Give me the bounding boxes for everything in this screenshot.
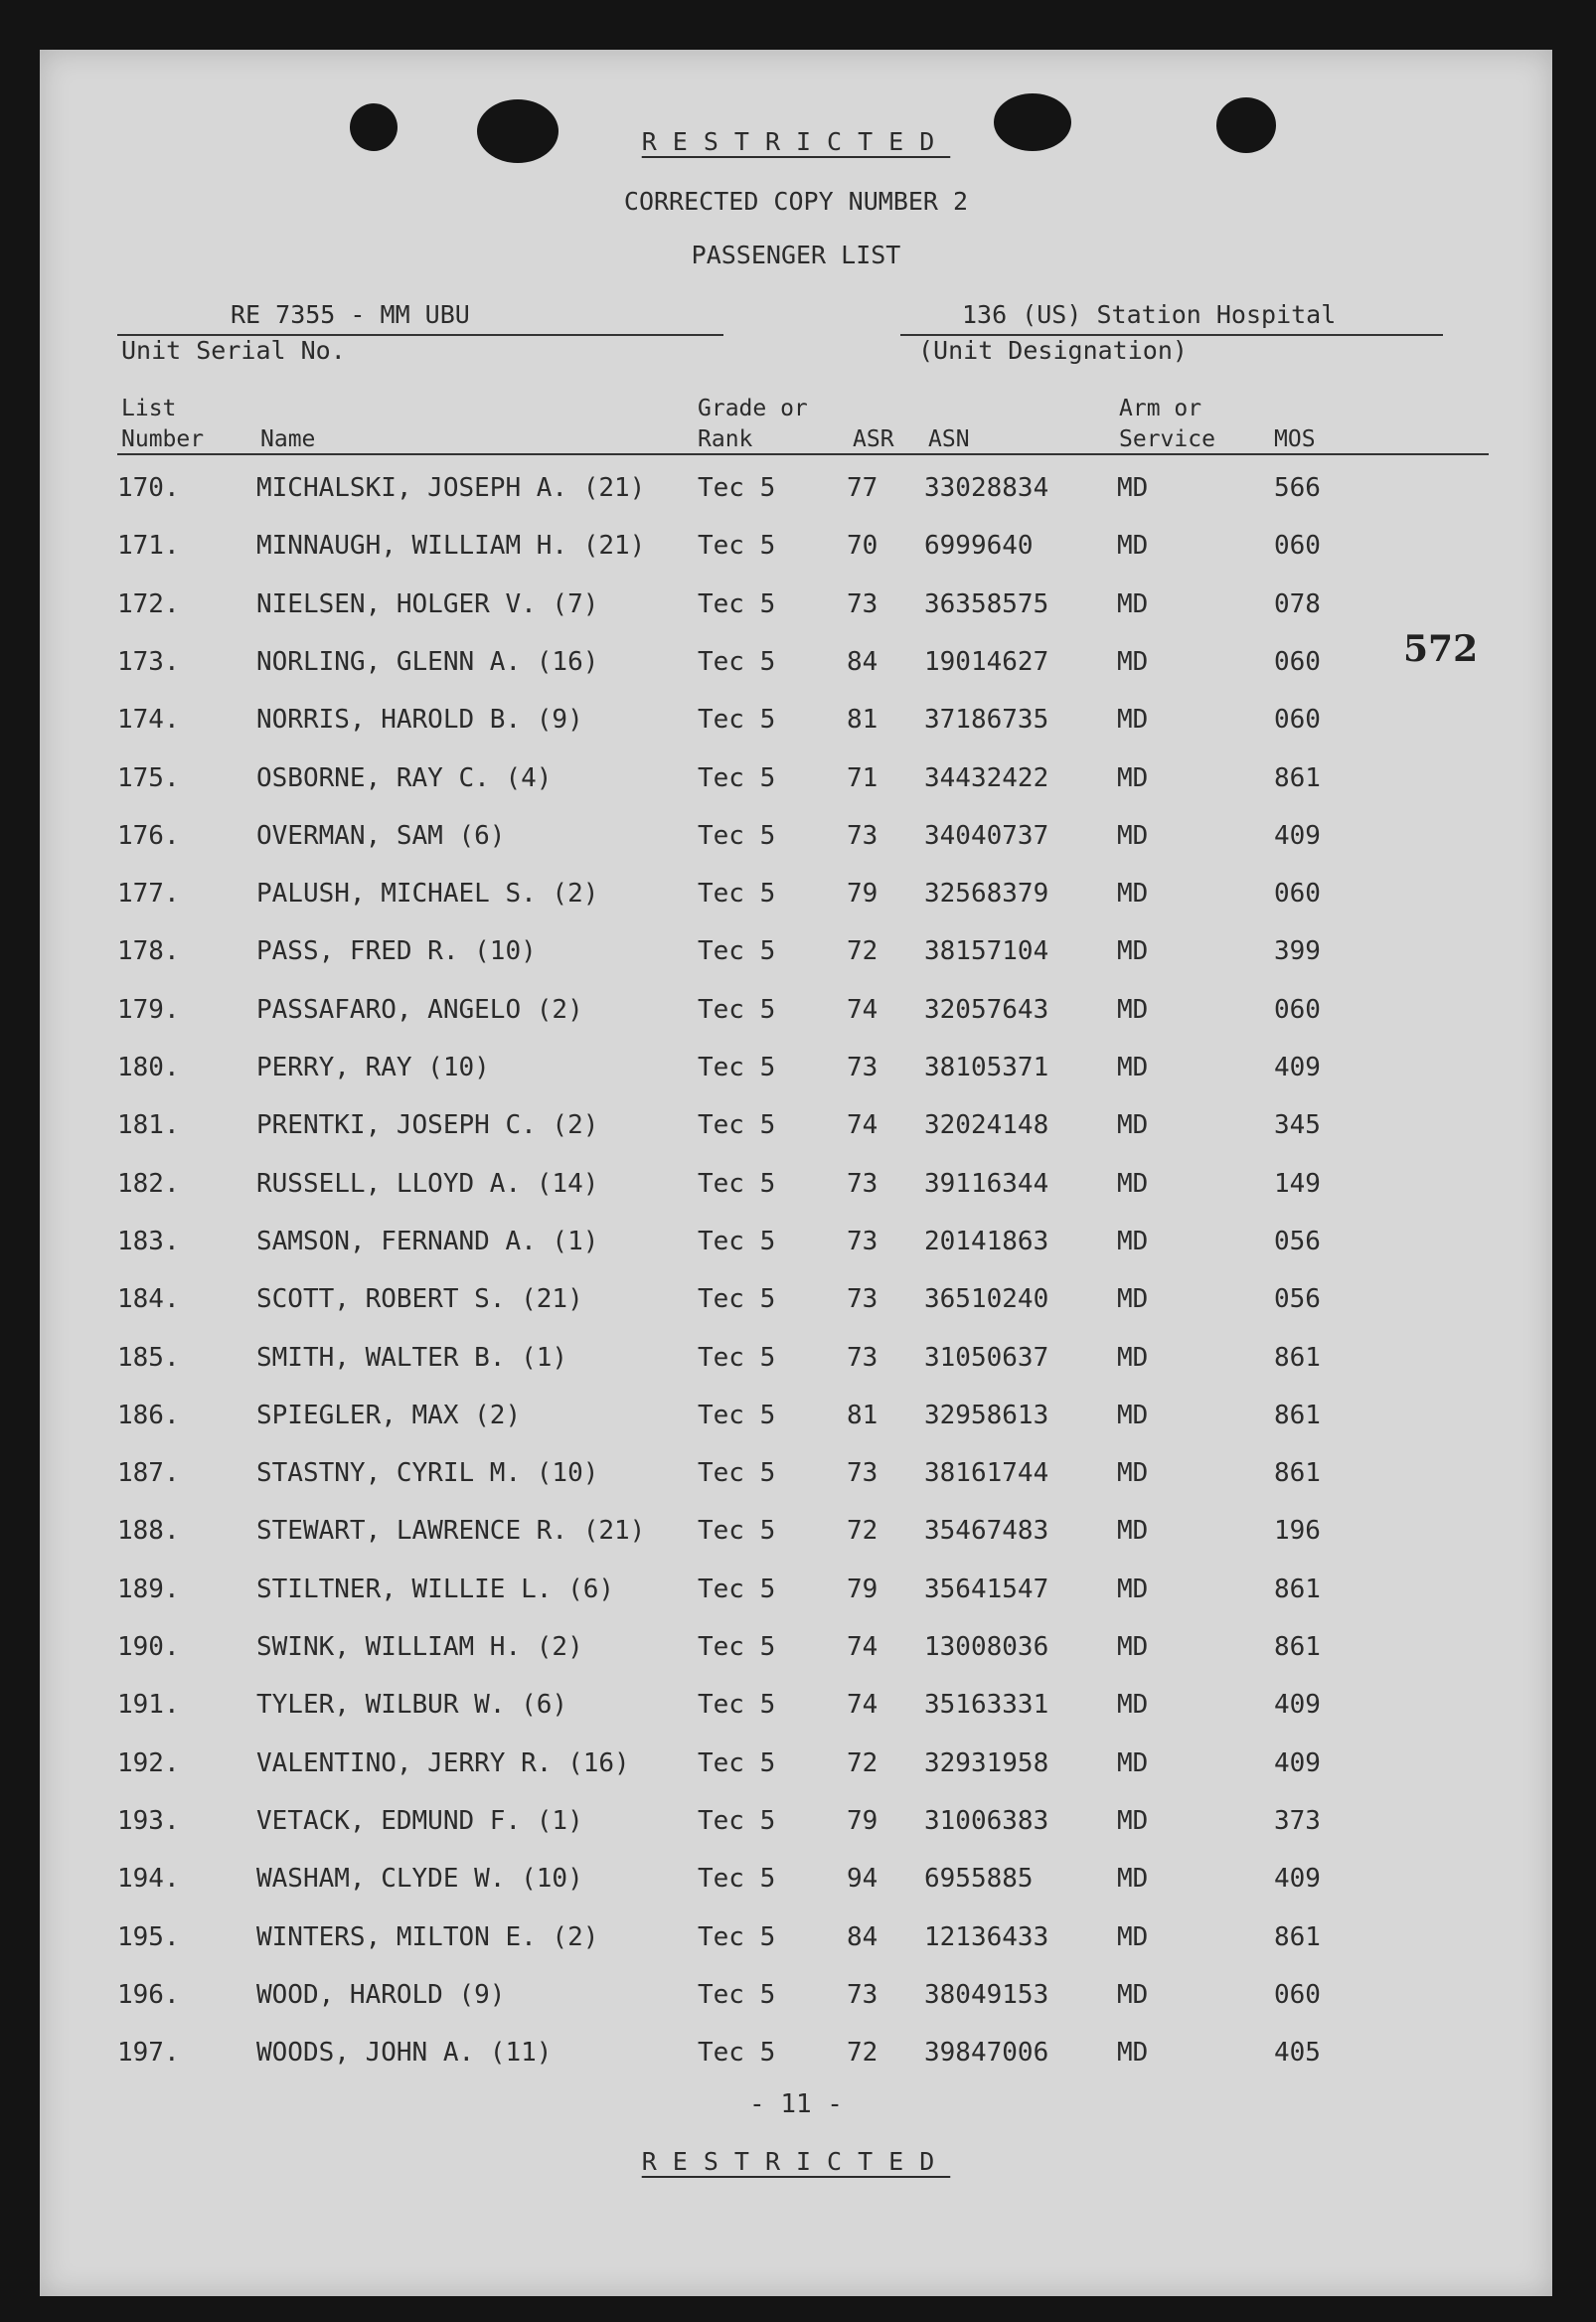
row-mos: 060 (1274, 531, 1321, 562)
col-grade-line2: Rank (698, 426, 753, 452)
row-name: WOODS, JOHN A. (11) (256, 2038, 553, 2069)
row-name: PASS, FRED R. (10) (256, 936, 537, 967)
row-list-number: 187. (117, 1458, 180, 1489)
row-asn: 32024148 (924, 1110, 1049, 1141)
row-arm: MD (1117, 1400, 1149, 1430)
table-row (40, 2038, 1552, 2075)
row-name: PERRY, RAY (10) (256, 1053, 490, 1082)
row-grade: Tec 5 (698, 705, 776, 736)
row-grade: Tec 5 (698, 879, 776, 910)
row-grade: Tec 5 (698, 1226, 776, 1256)
table-row (40, 1864, 1552, 1902)
row-list-number: 188. (117, 1516, 180, 1547)
row-mos: 405 (1274, 2038, 1321, 2069)
row-asn: 35467483 (924, 1516, 1049, 1547)
table-row (40, 936, 1552, 974)
row-arm: MD (1117, 1747, 1149, 1778)
table-row (40, 1401, 1552, 1438)
row-arm: MD (1117, 1284, 1149, 1315)
table-row (40, 1343, 1552, 1381)
row-arm: MD (1117, 1632, 1149, 1662)
col-grade-line1: Grade or (698, 396, 808, 421)
row-mos: 861 (1274, 1400, 1321, 1430)
row-name: PRENTKI, JOSEPH C. (2) (256, 1110, 599, 1141)
row-asn: 36510240 (924, 1284, 1049, 1315)
row-asn: 31006383 (924, 1805, 1049, 1836)
row-grade: Tec 5 (698, 1053, 776, 1082)
row-grade: Tec 5 (698, 1110, 776, 1141)
row-mos: 056 (1274, 1226, 1321, 1256)
col-name: Name (260, 426, 316, 452)
row-asn: 38157104 (924, 936, 1049, 967)
row-asr: 79 (847, 879, 878, 910)
table-row (40, 1632, 1552, 1670)
row-asn: 36358575 (924, 588, 1049, 619)
table-row (40, 995, 1552, 1033)
row-list-number: 180. (117, 1053, 180, 1082)
row-name: STILTNER, WILLIE L. (6) (256, 1574, 615, 1604)
row-asn: 6999640 (924, 531, 1034, 562)
row-list-number: 184. (117, 1284, 180, 1315)
row-asr: 71 (847, 762, 878, 793)
table-row (40, 589, 1552, 627)
row-arm: MD (1117, 531, 1149, 562)
row-asr: 72 (847, 1516, 878, 1547)
row-name: SPIEGLER, MAX (2) (256, 1400, 522, 1430)
row-arm: MD (1117, 1921, 1149, 1952)
row-asr: 73 (847, 1284, 878, 1315)
row-grade: Tec 5 (698, 1979, 776, 2010)
row-asr: 73 (847, 1458, 878, 1489)
row-list-number: 191. (117, 1690, 180, 1721)
row-mos: 409 (1274, 1864, 1321, 1895)
table-row (40, 763, 1552, 801)
row-asn: 19014627 (924, 646, 1049, 677)
row-asr: 77 (847, 473, 878, 503)
table-row (40, 1458, 1552, 1496)
row-asn: 32568379 (924, 879, 1049, 910)
row-grade: Tec 5 (698, 994, 776, 1025)
col-arm (1119, 394, 1215, 455)
row-name: SMITH, WALTER B. (1) (256, 1342, 568, 1373)
row-asn: 31050637 (924, 1342, 1049, 1373)
row-asr: 70 (847, 531, 878, 562)
col-list-number-line2: Number (121, 426, 205, 452)
row-name: NORLING, GLENN A. (16) (256, 646, 599, 677)
row-name: WINTERS, MILTON E. (2) (256, 1921, 599, 1952)
row-asr: 84 (847, 646, 878, 677)
header-rule (117, 453, 1489, 455)
row-asr: 73 (847, 1168, 878, 1199)
restricted-header: RESTRICTED (641, 127, 951, 156)
table-row (40, 1806, 1552, 1844)
row-name: OSBORNE, RAY C. (4) (256, 762, 553, 793)
row-mos: 060 (1274, 994, 1321, 1025)
row-grade: Tec 5 (698, 1342, 776, 1373)
row-name: STEWART, LAWRENCE R. (21) (256, 1516, 646, 1547)
row-asn: 13008036 (924, 1632, 1049, 1662)
row-list-number: 195. (117, 1921, 180, 1952)
row-list-number: 196. (117, 1979, 180, 2010)
table-row (40, 1110, 1552, 1148)
row-list-number: 175. (117, 762, 180, 793)
row-asn: 37186735 (924, 705, 1049, 736)
row-list-number: 186. (117, 1400, 180, 1430)
row-list-number: 172. (117, 588, 180, 619)
unit-designation-value: 136 (US) Station Hospital (962, 300, 1337, 329)
row-name: SAMSON, FERNAND A. (1) (256, 1226, 599, 1256)
row-asn: 35163331 (924, 1690, 1049, 1721)
row-asr: 74 (847, 1632, 878, 1662)
row-asn: 32958613 (924, 1400, 1049, 1430)
table-row (40, 879, 1552, 916)
row-asr: 72 (847, 2038, 878, 2069)
table-row (40, 647, 1552, 685)
row-grade: Tec 5 (698, 1284, 776, 1315)
row-name: NORRIS, HAROLD B. (9) (256, 705, 583, 736)
row-arm: MD (1117, 1574, 1149, 1604)
row-list-number: 177. (117, 879, 180, 910)
table-row (40, 1575, 1552, 1612)
row-name: NIELSEN, HOLGER V. (7) (256, 588, 599, 619)
row-grade: Tec 5 (698, 1574, 776, 1604)
row-list-number: 193. (117, 1805, 180, 1836)
row-list-number: 192. (117, 1747, 180, 1778)
row-asn: 39116344 (924, 1168, 1049, 1199)
row-arm: MD (1117, 1110, 1149, 1141)
row-mos: 149 (1274, 1168, 1321, 1199)
row-list-number: 197. (117, 2038, 180, 2069)
row-asr: 73 (847, 1342, 878, 1373)
row-mos: 060 (1274, 879, 1321, 910)
col-asr: ASR (853, 426, 894, 452)
row-list-number: 181. (117, 1110, 180, 1141)
col-arm-line1: Arm or (1119, 396, 1202, 421)
row-mos: 861 (1274, 762, 1321, 793)
table-row (40, 473, 1552, 511)
table-row (40, 1516, 1552, 1554)
row-asn: 39847006 (924, 2038, 1049, 2069)
row-grade: Tec 5 (698, 1747, 776, 1778)
unit-serial-label: Unit Serial No. (121, 336, 346, 365)
restricted-footer: RESTRICTED (641, 2147, 951, 2176)
table-row (40, 1053, 1552, 1090)
row-asr: 74 (847, 1110, 878, 1141)
row-asr: 73 (847, 588, 878, 619)
row-asn: 32931958 (924, 1747, 1049, 1778)
row-mos: 060 (1274, 1979, 1321, 2010)
row-list-number: 190. (117, 1632, 180, 1662)
unit-serial-value: RE 7355 - MM UBU (231, 300, 470, 329)
row-name: STASTNY, CYRIL M. (10) (256, 1458, 599, 1489)
row-mos: 409 (1274, 1747, 1321, 1778)
row-list-number: 176. (117, 820, 180, 851)
row-grade: Tec 5 (698, 936, 776, 967)
row-arm: MD (1117, 1342, 1149, 1373)
row-asr: 74 (847, 994, 878, 1025)
row-name: SCOTT, ROBERT S. (21) (256, 1284, 583, 1315)
row-arm: MD (1117, 2038, 1149, 2069)
table-row (40, 1169, 1552, 1207)
row-name: MICHALSKI, JOSEPH A. (21) (256, 473, 646, 503)
row-mos: 861 (1274, 1632, 1321, 1662)
row-arm: MD (1117, 994, 1149, 1025)
list-title: PASSENGER LIST (691, 241, 901, 269)
row-grade: Tec 5 (698, 1516, 776, 1547)
row-mos: 056 (1274, 1284, 1321, 1315)
row-asn: 38049153 (924, 1979, 1049, 2010)
row-asr: 79 (847, 1805, 878, 1836)
row-mos: 196 (1274, 1516, 1321, 1547)
row-grade: Tec 5 (698, 1168, 776, 1199)
table-row (40, 1690, 1552, 1728)
row-list-number: 189. (117, 1574, 180, 1604)
row-arm: MD (1117, 705, 1149, 736)
row-arm: MD (1117, 879, 1149, 910)
row-grade: Tec 5 (698, 1921, 776, 1952)
row-list-number: 174. (117, 705, 180, 736)
row-arm: MD (1117, 473, 1149, 503)
row-name: TYLER, WILBUR W. (6) (256, 1690, 568, 1721)
row-name: PALUSH, MICHAEL S. (2) (256, 879, 599, 910)
row-grade: Tec 5 (698, 473, 776, 503)
row-asn: 12136433 (924, 1921, 1049, 1952)
row-grade: Tec 5 (698, 588, 776, 619)
row-mos: 861 (1274, 1342, 1321, 1373)
row-list-number: 182. (117, 1168, 180, 1199)
unit-designation-label: (Unit Designation) (918, 336, 1188, 365)
row-arm: MD (1117, 588, 1149, 619)
row-asr: 73 (847, 1226, 878, 1256)
row-mos: 409 (1274, 1053, 1321, 1082)
row-name: VALENTINO, JERRY R. (16) (256, 1747, 630, 1778)
row-asr: 72 (847, 1747, 878, 1778)
row-asn: 6955885 (924, 1864, 1034, 1895)
row-asn: 38105371 (924, 1053, 1049, 1082)
row-asr: 81 (847, 1400, 878, 1430)
row-arm: MD (1117, 762, 1149, 793)
row-asn: 34432422 (924, 762, 1049, 793)
row-arm: MD (1117, 1690, 1149, 1721)
row-mos: 078 (1274, 588, 1321, 619)
col-list-number (121, 394, 204, 455)
row-grade: Tec 5 (698, 1805, 776, 1836)
row-mos: 409 (1274, 1690, 1321, 1721)
row-arm: MD (1117, 1168, 1149, 1199)
row-asn: 35641547 (924, 1574, 1049, 1604)
col-asn: ASN (928, 426, 970, 452)
document-page (40, 50, 1552, 2296)
row-asr: 79 (847, 1574, 878, 1604)
row-arm: MD (1117, 1053, 1149, 1082)
row-mos: 373 (1274, 1805, 1321, 1836)
row-list-number: 183. (117, 1226, 180, 1256)
row-asr: 74 (847, 1690, 878, 1721)
col-mos: MOS (1274, 426, 1316, 452)
row-grade: Tec 5 (698, 820, 776, 851)
table-row (40, 1922, 1552, 1960)
row-grade: Tec 5 (698, 646, 776, 677)
row-mos: 345 (1274, 1110, 1321, 1141)
row-mos: 409 (1274, 820, 1321, 851)
row-asr: 84 (847, 1921, 878, 1952)
row-arm: MD (1117, 1864, 1149, 1895)
row-grade: Tec 5 (698, 2038, 776, 2069)
row-list-number: 194. (117, 1864, 180, 1895)
row-name: SWINK, WILLIAM H. (2) (256, 1632, 583, 1662)
row-mos: 060 (1274, 705, 1321, 736)
row-arm: MD (1117, 1516, 1149, 1547)
row-asr: 73 (847, 1979, 878, 2010)
row-name: PASSAFARO, ANGELO (2) (256, 994, 583, 1025)
row-arm: MD (1117, 1805, 1149, 1836)
row-asn: 20141863 (924, 1226, 1049, 1256)
row-asn: 34040737 (924, 820, 1049, 851)
row-mos: 060 (1274, 646, 1321, 677)
row-asr: 73 (847, 820, 878, 851)
row-list-number: 171. (117, 531, 180, 562)
row-list-number: 185. (117, 1342, 180, 1373)
row-list-number: 178. (117, 936, 180, 967)
row-list-number: 179. (117, 994, 180, 1025)
copy-number: CORRECTED COPY NUMBER 2 (623, 187, 969, 216)
row-arm: MD (1117, 646, 1149, 677)
row-arm: MD (1117, 820, 1149, 851)
row-name: OVERMAN, SAM (6) (256, 820, 506, 851)
row-asn: 32057643 (924, 994, 1049, 1025)
table-row (40, 705, 1552, 743)
stamp-number: 572 (1403, 628, 1479, 670)
row-grade: Tec 5 (698, 531, 776, 562)
row-name: WOOD, HAROLD (9) (256, 1979, 506, 2010)
table-row (40, 1980, 1552, 2018)
page-number: - 11 - (749, 2089, 843, 2119)
row-arm: MD (1117, 1979, 1149, 2010)
row-name: RUSSELL, LLOYD A. (14) (256, 1168, 599, 1199)
row-asr: 72 (847, 936, 878, 967)
row-mos: 399 (1274, 936, 1321, 967)
table-row (40, 821, 1552, 859)
row-mos: 861 (1274, 1921, 1321, 1952)
row-name: WASHAM, CLYDE W. (10) (256, 1864, 583, 1895)
table-row (40, 1748, 1552, 1786)
row-mos: 566 (1274, 473, 1321, 503)
row-asr: 81 (847, 705, 878, 736)
table-row (40, 1227, 1552, 1264)
row-name: MINNAUGH, WILLIAM H. (21) (256, 531, 646, 562)
row-name: VETACK, EDMUND F. (1) (256, 1805, 583, 1836)
table-row (40, 531, 1552, 569)
row-grade: Tec 5 (698, 1458, 776, 1489)
row-grade: Tec 5 (698, 762, 776, 793)
row-grade: Tec 5 (698, 1864, 776, 1895)
row-asr: 73 (847, 1053, 878, 1082)
row-arm: MD (1117, 936, 1149, 967)
row-arm: MD (1117, 1458, 1149, 1489)
row-asr: 94 (847, 1864, 878, 1895)
row-grade: Tec 5 (698, 1400, 776, 1430)
row-grade: Tec 5 (698, 1632, 776, 1662)
table-row (40, 1284, 1552, 1322)
row-asn: 38161744 (924, 1458, 1049, 1489)
col-grade (698, 394, 808, 455)
row-grade: Tec 5 (698, 1690, 776, 1721)
row-mos: 861 (1274, 1574, 1321, 1604)
col-list-number-line1: List (121, 396, 177, 421)
row-list-number: 173. (117, 646, 180, 677)
row-arm: MD (1117, 1226, 1149, 1256)
row-mos: 861 (1274, 1458, 1321, 1489)
row-list-number: 170. (117, 473, 180, 503)
col-arm-line2: Service (1119, 426, 1215, 452)
row-asn: 33028834 (924, 473, 1049, 503)
